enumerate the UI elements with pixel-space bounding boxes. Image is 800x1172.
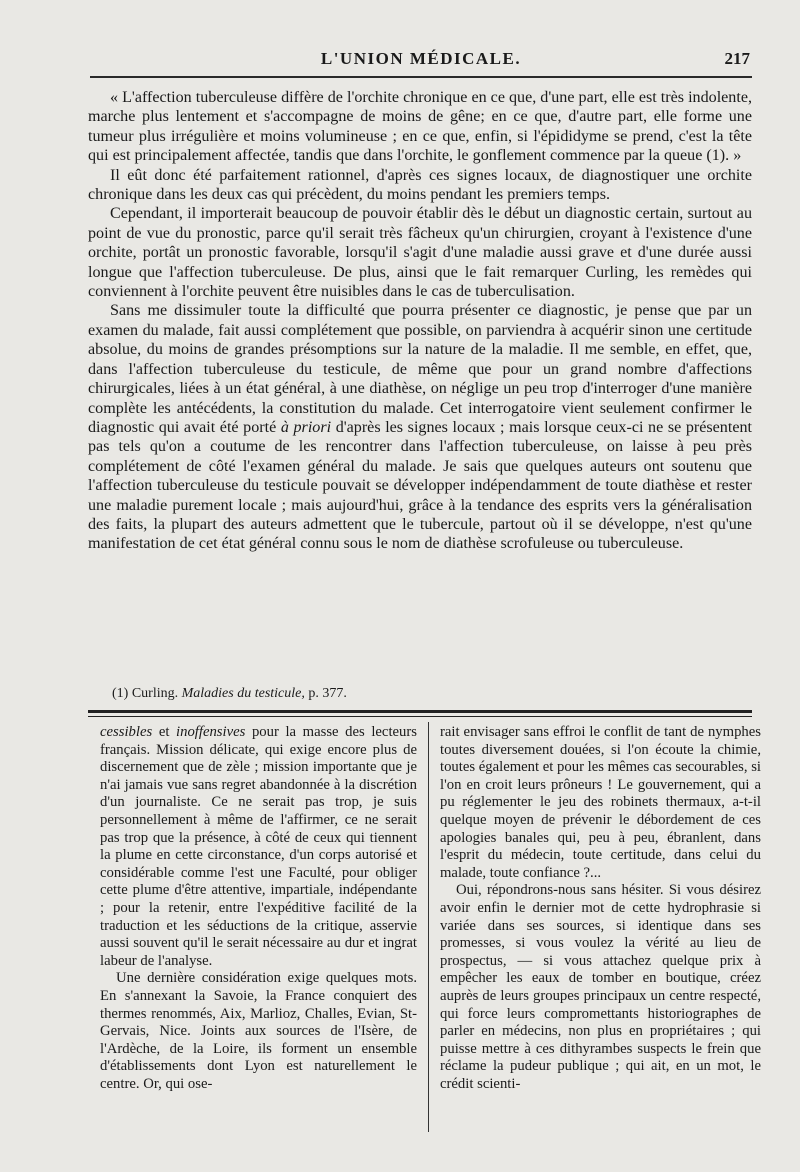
text-span: d'après les signes locaux ; mais lorsque ceux-ci ne se présentent pas tels qu'on a coutume de les rencontrer dans l'affection tuberculeuse, on laisse à peu près complétement de côté l'examen général du malade. Je sais que quelques auteurs ont soutenu que l'affection tuberculeuse du testicule pouvait se développer indépendamment de toute diathèse et rester une maladie purement locale ; mais aujourd'hui, grâce à la tendance des esprits vers la généralisation des faits, la plupart des auteurs admettent que le tubercule, partout où il se développe, n'est qu'une manifestation de cet état général connu sous le nom de diathèse scrofuleuse ou tuberculeuse. bbox=[88, 418, 752, 553]
paragraph: Il eût donc été parfaitement rationnel, d'après ces signes locaux, de diagnostiquer une orchite chronique dans les deux cas qui précèdent, du moins pendant les premiers temps. bbox=[88, 166, 752, 204]
feuilleton-left-column bbox=[100, 724, 417, 1093]
feuilleton-right-column bbox=[440, 724, 761, 1093]
footnote-page: p. 377. bbox=[308, 686, 347, 701]
running-head: L'UNION MÉDICALE. bbox=[320, 49, 522, 68]
paragraph bbox=[88, 301, 752, 553]
paragraph: rait envisager sans effroi le conflit de tant de nymphes toutes diversement douées, si l'on écoute la chimie, toutes également et pour les mêmes cas secourables, si l'on en croit leurs prôneurs ! Le gouvernement, qui a pu réglementer le jeu des robinets thermaux, a-t-il quelque moyen de prévenir le débordement de ces apologies banales qui, peu à peu, ébranlent, dans l'esprit du médecin, toute certitude, dans celui du malade, toute confiance ?... bbox=[440, 724, 761, 881]
footnote-ref: (1) Curling. bbox=[112, 686, 179, 701]
paragraph: Cependant, il importerait beaucoup de pouvoir établir dès le début un diagnostic certain, surtout au point de vue du pronostic, parce qu'il serait très fâcheux qu'un chirurgien, croyant à l'existence d'une orchite, portât un pronostic favorable, lorsqu'il s'agit d'une maladie aussi grave et d'une durée aussi longue que l'affection tuberculeuse. De plus, ainsi que le fait remarquer Curling, les remèdes qui conviennent à l'orchite peuvent être nuisibles dans le cas de tuberculisation. bbox=[88, 205, 752, 301]
page-header bbox=[90, 42, 752, 78]
page-number: 217 bbox=[724, 49, 750, 68]
paragraph bbox=[100, 724, 417, 970]
italic-phrase: à priori bbox=[280, 418, 332, 436]
main-text bbox=[88, 88, 752, 554]
quote-paragraph: « L'affection tuberculeuse diffère de l'orchite chronique en ce que, d'une part, elle est très indolente, marche plus lentement et s'accompagne de moins de gêne; en ce que, d'autre part, elle forme une tumeur plus irrégulière et moins volumineuse ; en ce que, enfin, si l'épididyme se prend, c'est la tête qui est principalement affectée, tandis que dans l'orchite, le gonflement commence par la queue (1). » bbox=[88, 89, 752, 165]
text-span: et bbox=[158, 724, 170, 740]
text-span: pour la masse des lecteurs français. Mission délicate, qui exige encore plus de discernement que de zèle ; mission importante que je n'ai jamais vue sans regret abandonnée à la discrétion d'un journaliste. Ce ne serait pas trop, je suis personnellement à même de l'affirmer, ce ne serait pas trop que la présence, à côté de ceux qui tiennent la plume en cette circonstance, d'un corps autorisé et considérable comme l'est une Faculté, pour obliger cette plume d'être attentive, impartiale, indépendante ; pour la retenir, entre l'expéditive facilité de la traduction et les séductions de la critique, asservie aussi souvent qu'il le serait nécessaire au dur et ingrat labeur de l'analyse. bbox=[100, 724, 417, 969]
text-span: Sans me dissimuler toute la difficulté que pourra présenter ce diagnostic, je pense que par un examen du malade, fait aussi complétement que possible, on parviendra à acquérir sinon une certitude absolue, du moins de grandes présomptions sur la nature de la maladie. Il me semble, en effet, que, dans l'affection tuberculeuse du testicule, de même que pour un grand nombre d'affections chirurgicales, liées à un état général, à une diathèse, on néglige un peu trop d'interroger d'une manière complète les antécédents, la constitution du malade. Cet interrogatoire vient seulement confirmer le diagnostic qui avait été porté bbox=[88, 302, 752, 436]
italic-word: inoffensives bbox=[176, 724, 246, 740]
italic-word: cessibles bbox=[100, 724, 153, 740]
paragraph: Une dernière considération exige quelques mots. En s'annexant la Savoie, la France conquiert des thermes renommés, Aix, Marlioz, Challes, Evian, St-Gervais, Nice. Joints aux sources de l'Isère, de l'Ardèche, de la Loire, ils forment un ensemble d'établissements dont Lyon est naturellement le centre. Or, qui ose- bbox=[100, 970, 417, 1092]
section-divider bbox=[88, 710, 752, 713]
section-divider bbox=[88, 716, 752, 717]
paragraph: Oui, répondrons-nous sans hésiter. Si vous désirez avoir enfin le dernier mot de cette hydrophrasie si variée dans ses sources, si identique dans ses promesses, si vous voulez la vérité au lieu de prospectus, — si vous attachez quelque prix à empêcher les eaux de tomber en boutique, créez auprès de leurs groupes principaux un centre respecté, qui force leurs compromettants historiographes de parler en médecins, non plus en propriétaires ; qui puisse mettre à ces dithyrambes suspects le frein que réclame la pudeur publique ; qui ait, en un mot, le crédit scienti- bbox=[440, 882, 761, 1092]
footnote bbox=[112, 686, 347, 702]
column-divider bbox=[428, 722, 429, 1132]
footnote-title: Maladies du testicule, bbox=[181, 686, 305, 701]
